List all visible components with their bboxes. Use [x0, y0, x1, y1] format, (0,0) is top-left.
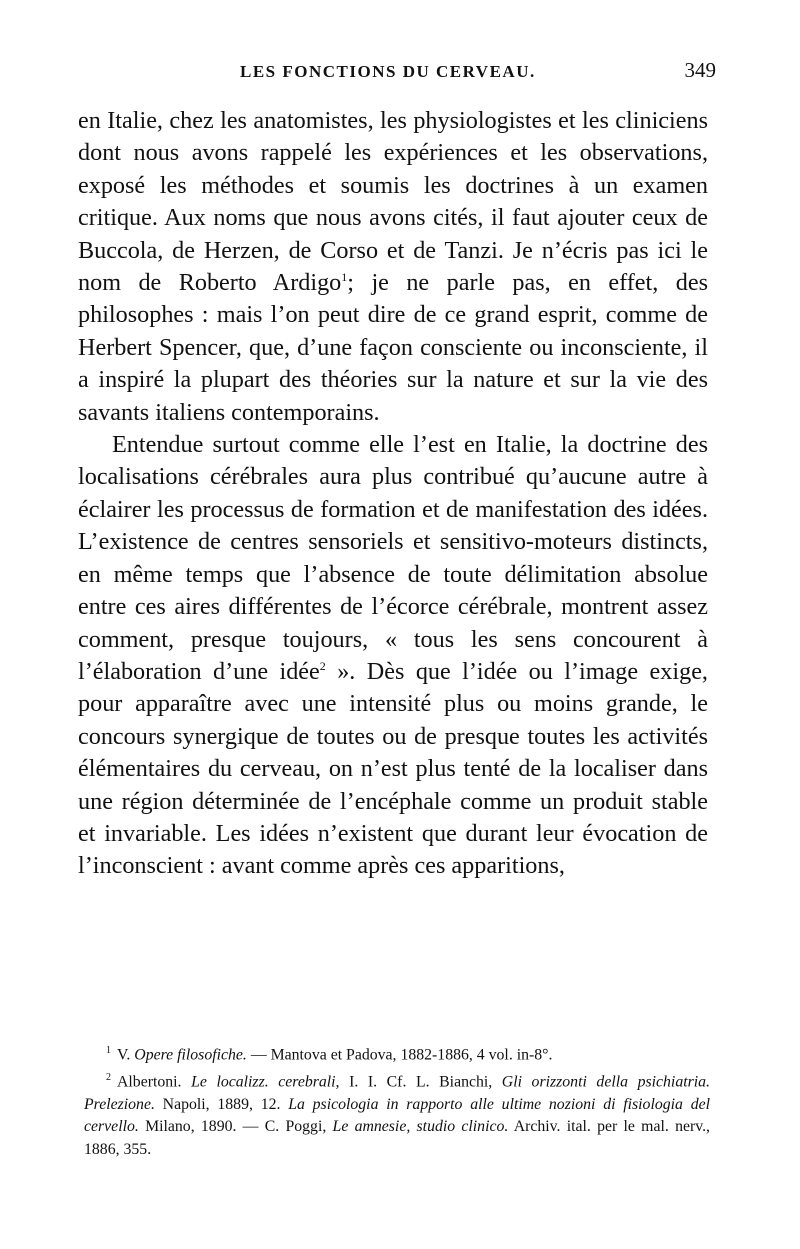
- page-number: 349: [684, 58, 716, 82]
- footnote-ref-1: 1: [341, 269, 348, 284]
- paragraph-2-text-b: ». Dès que l’idée ou l’image exige, pour apparaître avec une intensité plus ou moins grande, le concours synergique de toutes ou de presque toutes les activités élémentaires du cerveau, on n’est plus tenté de la localiser dans une région déterminée de l’encéphale comme un produit stable et invariable. Les idées n’existent que durant leur évocation de l’inconscient : avant comme après ces apparitions,: [78, 657, 708, 880]
- footnote-2-title-3: La psicologia in rapporto alle ultime nozioni di fisiologia del cervello.: [84, 1095, 710, 1136]
- footnote-2-title-2: Gli orizzonti della psichiatria. Prelezione.: [84, 1073, 710, 1113]
- paragraph-1-text-a: en Italie, chez les anatomistes, les physiologistes et les cliniciens dont nous avons rappelé les expériences et les observations, exposé les méthodes et soumis les doctrines à un examen critique. Aux noms que nous avons cités, il faut ajouter ceux de Buccola, de Herzen, de Corso et de Tanzi. Je n’écris pas ici le nom de Roberto Ardigo: [78, 107, 708, 297]
- body-text: [78, 105, 708, 883]
- footnote-2-title-4: Le amnesie, studio clinico.: [332, 1118, 509, 1136]
- footnote-1: [84, 1040, 710, 1067]
- footnotes: [84, 1040, 710, 1161]
- footnote-ref-2: 2: [319, 658, 326, 673]
- paragraph-2-text-a: Entendue surtout comme elle l’est en Italie, la doctrine des localisations cérébrales aura plus contribué qu’aucune autre à éclairer les processus de formation et de manifestation des idées. L’existence de centres sensoriels et sensitivo-moteurs distincts, en même temps que l’absence de toute délimitation absolue entre ces aires différentes de l’écorce cérébrale, montrent assez comment, presque toujours, « tous les sens concourent à l’élaboration d’une idée: [78, 431, 708, 685]
- paragraph-2: [78, 429, 708, 883]
- footnote-2-text-c: Napoli, 1889, 12.: [154, 1095, 289, 1113]
- footnote-2-text-a: Albertoni.: [117, 1073, 192, 1091]
- paragraph-1-text-b: ; je ne parle pas, en effet, des philosophes : mais l’on peut dire de ce grand esprit, comme de Herbert Spencer, que, d’une façon consciente ou inconsciente, il a inspiré la plupart des théories sur la nature et sur la vie des savants italiens contemporains.: [78, 269, 708, 426]
- footnote-2: [84, 1067, 710, 1161]
- footnote-1-title: Opere filosofiche.: [134, 1046, 247, 1064]
- footnote-2-text-b: I. I. Cf. L. Bianchi,: [339, 1073, 502, 1091]
- footnote-1-mark: 1: [106, 1045, 111, 1056]
- footnote-1-text-a: V.: [117, 1046, 135, 1064]
- footnote-2-text-e: Archiv. ital. per le mal. nerv., 1886, 355.: [84, 1118, 711, 1158]
- footnote-2-title-1: Le localizz. cerebrali,: [191, 1073, 340, 1091]
- paragraph-1: [78, 105, 708, 429]
- footnote-2-text-d: Milano, 1890. — C. Poggi,: [138, 1118, 333, 1136]
- footnote-1-text-b: — Mantova et Padova, 1882-1886, 4 vol. in-8°.: [246, 1046, 553, 1064]
- footnote-2-mark: 2: [106, 1071, 111, 1083]
- running-head: LES FONCTIONS DU CERVEAU.: [240, 62, 536, 81]
